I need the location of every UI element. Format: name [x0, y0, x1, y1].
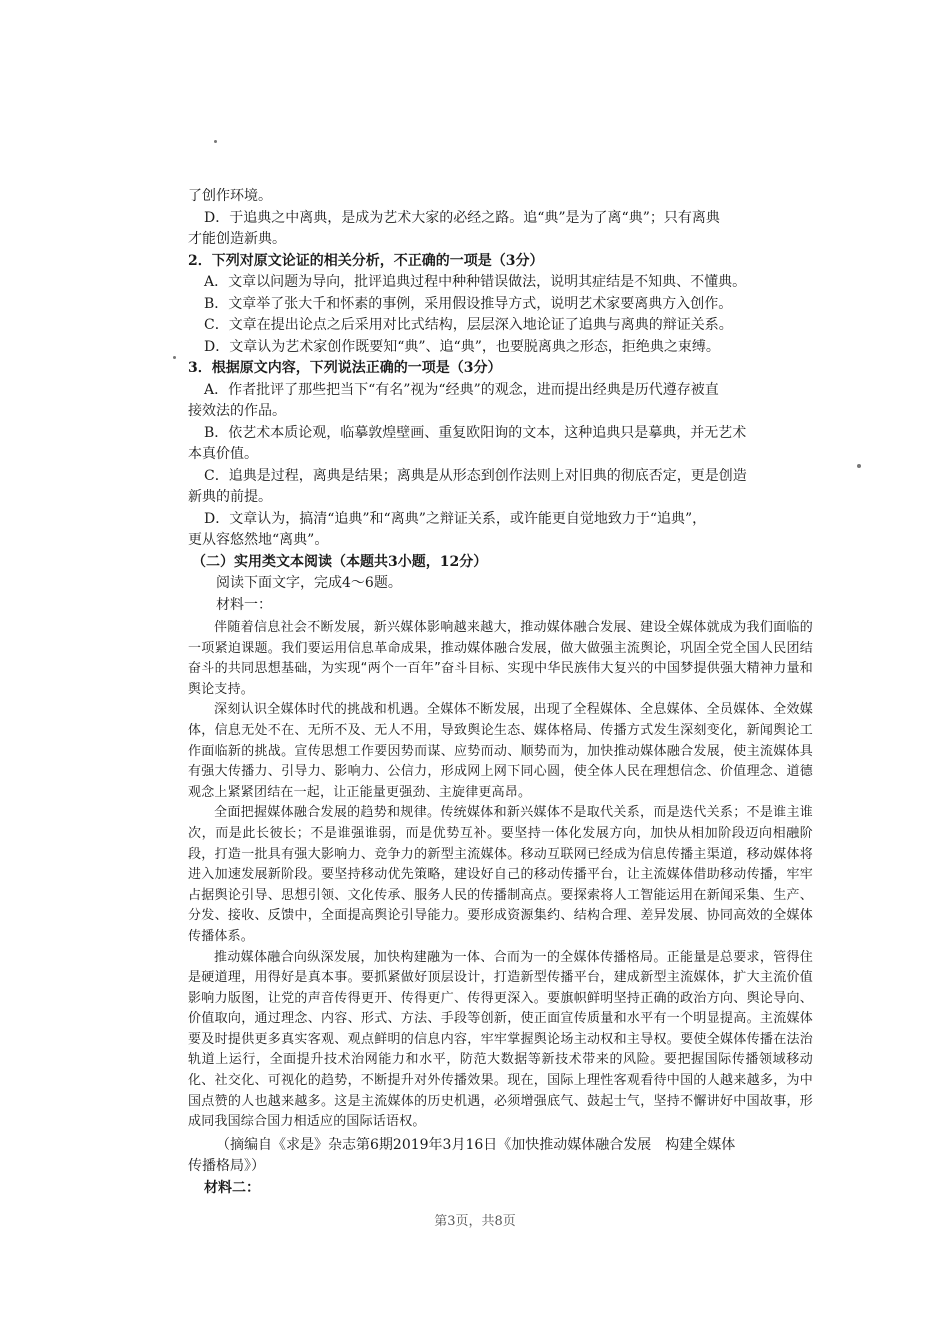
question-3-option-d-cont: 更从容悠然地“离典”。: [188, 532, 329, 548]
question-3-option-b: B．依艺术本质论观，临摹敦煌壁画、重复欧阳询的文本，这种追典只是摹典，并无艺术: [204, 424, 747, 441]
material-paragraph: 伴随着信息社会不断发展，新兴媒体影响越来越大，推动媒体融合发展、建设全媒体就成为我们面临的一项紧迫课题。我们要运用信息革命成果，推动媒体融合发展，做大做强主流舆论，巩固全党全国人民团结奋斗的共同思想基础，为实现“两个一百年”奋斗目标、实现中华民族伟大复兴的中国梦提供强大精神力量和舆论支持。: [188, 620, 813, 697]
material-paragraph: 全面把握媒体融合发展的趋势和规律。传统媒体和新兴媒体不是取代关系，而是迭代关系；不是谁主谁次，而是此长彼长；不是谁强谁弱，而是优势互补。要坚持一体化发展方向，加快从相加阶段迈向相融阶段，打造一批具有强大影响力、竞争力的新型主流媒体。移动互联网已经成为信息传播主渠道，移动媒体将进入加速发展新阶段。要坚持移动优先策略，建设好自己的移动传播平台，让主流媒体借助移动传播，牢牢占据舆论引导、思想引领、文化传承、服务人民的传播制高点。要探索将人工智能运用在新闻采集、生产、分发、接收、反馈中，全面提高舆论引导能力。要形成资源集约、结构合理、差异发展、协同高效的全媒体传播体系。: [188, 805, 813, 944]
option-d-line: D．于追典之中离典，是成为艺术大家的必经之路。追“典”是为了离“典”；只有离典: [204, 209, 720, 226]
material-paragraph: 推动媒体融合向纵深发展，加快构建融为一体、合而为一的全媒体传播格局。正能量是总要求，管得住是硬道理，用得好是真本事。要抓紧做好顶层设计，打造新型传播平台，建成新型主流媒体，扩大主流价值影响力版图，让党的声音传得更开、传得更广、传得更深入。要旗帜鲜明坚持正确的政治方向、舆论导向、价值取向，通过理念、内容、形式、方法、手段等创新，使正面宣传质量和水平有一个明显提高。主流媒体要及时提供更多真实客观、观点鲜明的信息内容，牢牢掌握舆论场主动权和主导权。要使全媒体传播在法治轨道上运行，全面提升技术治网能力和水平，防范大数据等新技术带来的风险。要把握国际传播领域移动化、社交化、可视化的趋势，不断提升对外传播效果。现在，国际上理性客观看待中国的人越来越多，为中国点赞的人也越来越多。这是主流媒体的历史机遇，必须增强底气、鼓起士气，坚持不懈讲好中国故事，形成同我国综合国力相适应的国际话语权。: [188, 949, 813, 1130]
scan-speck: [857, 464, 861, 468]
question-3-option-c-cont: 新典的前提。: [188, 489, 272, 505]
section-instruction: 阅读下面文字，完成4～6题。: [216, 575, 402, 591]
question-2-option-a: A．文章以问题为导向，批评追典过程中种种错误做法，说明其症结是不知典、不懂典。: [204, 274, 747, 290]
scan-speck: [214, 140, 217, 143]
text-line: 才能创造新典。: [188, 231, 286, 247]
question-3-option-b-cont: 本真价值。: [188, 446, 258, 462]
question-3-option-a-cont: 接效法的作品。: [188, 403, 286, 419]
question-3-option-a: A．作者批评了那些把当下“有名”视为“经典”的观念，进而提出经典是历代遵存被直: [204, 381, 719, 398]
source-citation: （摘编自《求是》杂志第6期2019年3月16日《加快推动媒体融合发展 构建全媒体: [216, 1136, 736, 1153]
section-heading: （二）实用类文本阅读（本题共3小题，12分）: [192, 553, 488, 570]
document-body: [188, 186, 813, 1199]
source-citation-cont: 传播格局》）: [188, 1158, 265, 1175]
question-2-option-b: B．文章举了张大千和怀素的事例，采用假设推导方式，说明艺术家要离典方入创作。: [204, 295, 733, 312]
material-1-label: 材料一：: [216, 596, 272, 613]
page-number: 第3页，共8页: [434, 1214, 516, 1229]
question-2-option-d: D．文章认为艺术家创作既要知“典”、追“典”，也要脱离典之形态，拒绝典之束缚。: [204, 338, 720, 355]
text-line: 了创作环境。: [188, 188, 272, 204]
question-2-option-c: C．文章在提出论点之后采用对比式结构，层层深入地论证了追典与离典的辩证关系。: [204, 317, 733, 333]
question-3-option-d: D．文章认为，搞清“追典”和“离典”之辩证关系，或许能更自觉地致力于“追典”，: [204, 510, 707, 527]
question-2-stem: 2．下列对原文论证的相关分析，不正确的一项是（3分）: [188, 252, 544, 269]
scan-speck: [173, 356, 176, 359]
material-2-label: 材料二：: [204, 1179, 260, 1196]
material-paragraph: 深刻认识全媒体时代的挑战和机遇。全媒体不断发展，出现了全程媒体、全息媒体、全员媒体、全效媒体，信息无处不在、无所不及、无人不用，导致舆论生态、媒体格局、传播方式发生深刻变化，新闻舆论工作面临新的挑战。宣传思想工作要因势而谋、应势而动、顺势而为，加快推动媒体融合发展，使主流媒体具有强大传播力、引导力、影响力、公信力，形成网上网下同心圆，使全体人民在理想信念、价值理念、道德观念上紧紧团结在一起，让正能量更强劲、主旋律更高昂。: [188, 702, 813, 800]
material-1-text: [188, 618, 813, 1133]
question-3-option-c: C．追典是过程，离典是结果；离典是从形态到创作法则上对旧典的彻底否定，更是创造: [204, 467, 747, 484]
question-3-stem: 3．根据原文内容，下列说法正确的一项是（3分）: [188, 360, 502, 376]
